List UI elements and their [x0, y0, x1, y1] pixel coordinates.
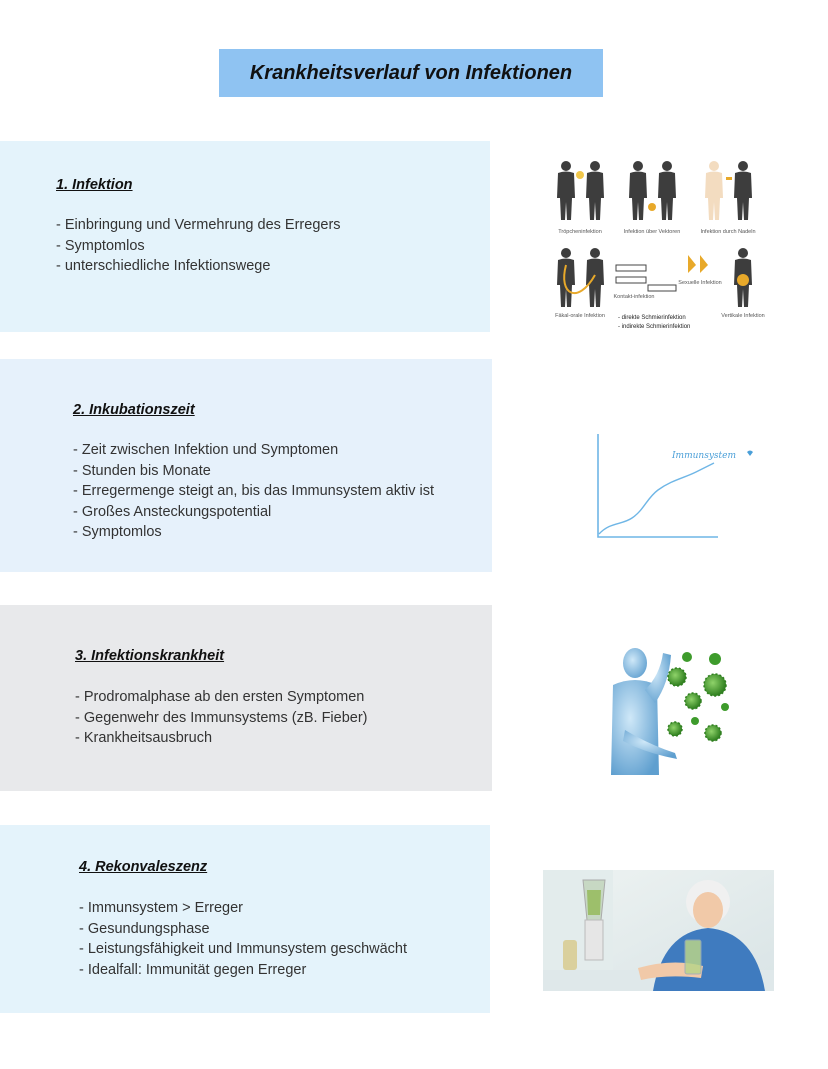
immune-defense-illustration	[605, 645, 750, 775]
list-item: - Stunden bis Monate	[73, 461, 434, 482]
section-heading: 4. Rekonvaleszenz	[79, 859, 208, 875]
section-infektion	[0, 141, 490, 332]
list-item: - Symptomlos	[56, 236, 341, 257]
section-heading: 2. Inkubationszeit	[73, 402, 195, 418]
section-infektionskrankheit	[0, 605, 492, 791]
list-item: - Gegenwehr des Immunsystems (zB. Fieber)	[75, 708, 368, 729]
list-item: - unterschiedliche Infektionswege	[56, 256, 341, 277]
route-label: Infektion über Vektoren	[623, 229, 681, 235]
section-list	[79, 898, 407, 980]
page-title: Krankheitsverlauf von Infektionen	[249, 61, 573, 84]
route-note: - direkte Schmierinfektion	[618, 315, 686, 321]
route-label: Infektion durch Nadeln	[700, 229, 756, 235]
list-item: - Einbringung und Vermehrung des Erregers	[56, 215, 341, 236]
route-label: Fäkal-orale Infektion	[555, 313, 605, 319]
infection-routes-illustration	[548, 155, 788, 340]
section-list	[56, 215, 341, 277]
list-item: - Symptomlos	[73, 522, 434, 543]
recovery-photo	[543, 870, 774, 991]
heart-icon	[747, 451, 753, 457]
pathogen-growth-graph	[592, 430, 762, 542]
page-title-box	[219, 49, 603, 97]
section-list	[75, 687, 368, 749]
section-list	[73, 440, 434, 543]
route-label: Tröpcheninfektion	[558, 229, 602, 235]
list-item: - Immunsystem > Erreger	[79, 898, 407, 919]
route-label: Sexuelle Infektion	[678, 280, 722, 286]
list-item: - Idealfall: Immunität gegen Erreger	[79, 960, 407, 981]
list-item: - Erregermenge steigt an, bis das Immunsystem aktiv ist	[73, 481, 434, 502]
list-item: - Prodromalphase ab den ersten Symptomen	[75, 687, 368, 708]
section-rekonvaleszenz	[0, 825, 490, 1013]
route-label: Kontakt-infektion	[613, 294, 655, 300]
graph-label: Immunsystem	[672, 451, 737, 461]
section-heading: 3. Infektionskrankheit	[75, 648, 225, 664]
section-heading: 1. Infektion	[56, 177, 133, 193]
list-item: - Großes Ansteckungspotential	[73, 502, 434, 523]
route-note: - indirekte Schmierinfektion	[618, 324, 691, 330]
route-label: Vertikale Infektion	[721, 313, 765, 319]
list-item: - Krankheitsausbruch	[75, 728, 368, 749]
list-item: - Gesundungsphase	[79, 919, 407, 940]
section-inkubationszeit	[0, 359, 492, 572]
list-item: - Zeit zwischen Infektion und Symptomen	[73, 440, 434, 461]
list-item: - Leistungsfähigkeit und Immunsystem geschwächt	[79, 939, 407, 960]
